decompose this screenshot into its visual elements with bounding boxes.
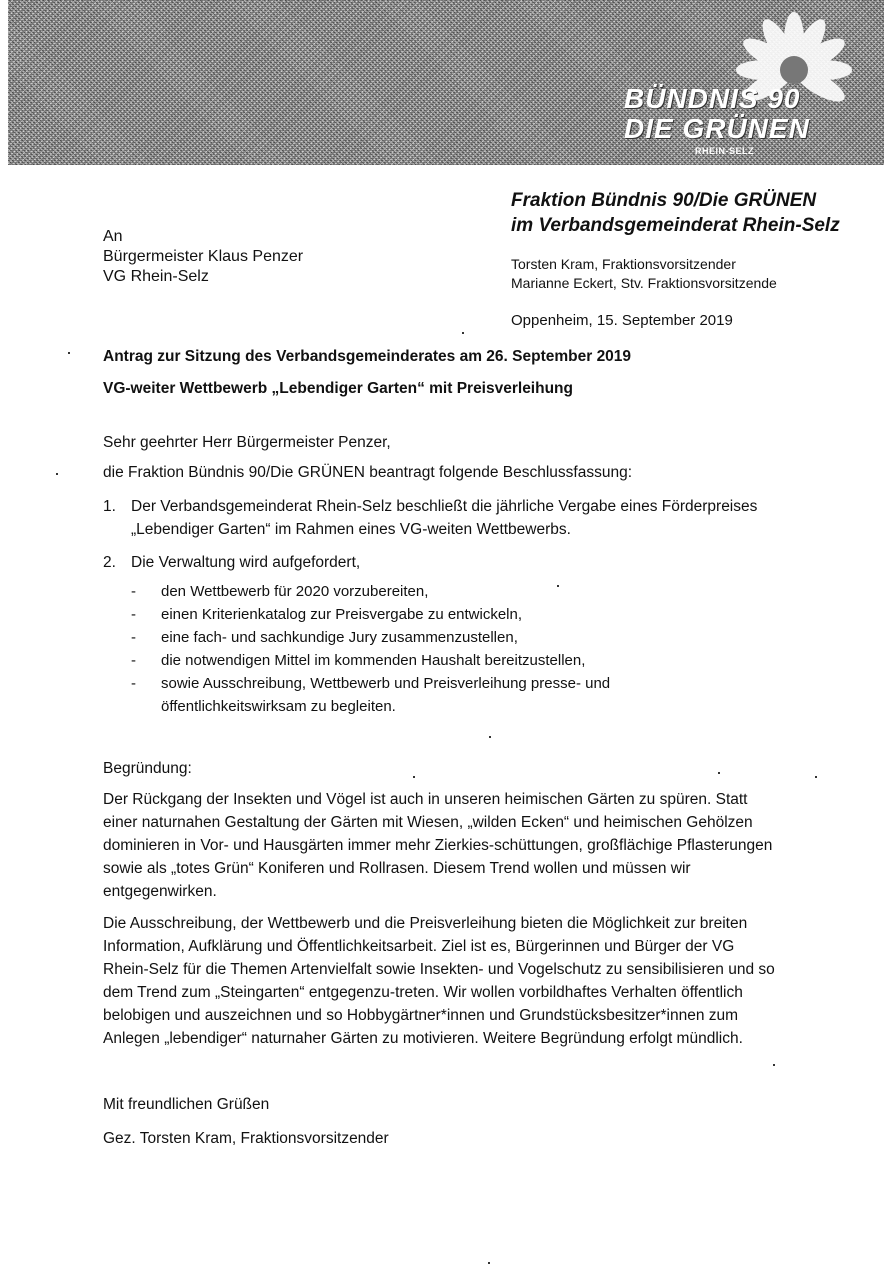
dash-bullet: - — [131, 629, 136, 646]
logo-line-1: BÜNDNIS 90 — [624, 83, 801, 114]
salutation: Sehr geehrter Herr Bürgermeister Penzer, — [103, 434, 391, 451]
task-item — [131, 603, 783, 626]
task-text: die notwendigen Mittel im kommenden Haushalt bereitzustellen, — [161, 652, 586, 669]
header-banner — [8, 0, 884, 165]
task-item — [131, 626, 783, 649]
letter-date: Oppenheim, 15. September 2019 — [511, 312, 733, 329]
member-line-1: Torsten Kram, Fraktionsvorsitzender — [511, 256, 736, 272]
scan-speck — [56, 473, 58, 475]
fraktion-members — [511, 255, 777, 293]
task-item — [131, 649, 783, 672]
item-text: Die Verwaltung wird aufgefordert, — [131, 554, 361, 571]
recipient-line-2: Bürgermeister Klaus Penzer — [103, 248, 304, 265]
intro-text: die Fraktion Bündnis 90/Die GRÜNEN beantragt folgende Beschlussfassung: — [103, 464, 633, 481]
item-number: 2. — [103, 554, 116, 571]
task-text: eine fach- und sachkundige Jury zusammenzustellen, — [161, 629, 518, 646]
scan-speck — [489, 736, 491, 738]
scan-speck — [815, 776, 817, 778]
scan-speck — [68, 352, 70, 354]
dash-bullet: - — [131, 606, 136, 623]
begruendung-paragraph-2: Die Ausschreibung, der Wettbewerb und die Preisverleihung bieten die Möglichkeit zur breiten Information, Aufklärung und Öffentlichkeitsarbeit. Ziel ist es, Bürgerinnen und Bürger der VG Rhein-Selz für die Themen Artenvielfalt sowie Insekten- und Vogelschutz zu sensibilisieren und so dem Trend zum „Steingarten“ entgegenzu-treten. Wir wollen vorbildhaftes Verhalten öffentlich belobigen und auszeichnen und so Hobbygärtner*innen und Grundstücksbesitzer*innen zum Anlegen „lebendiger“ naturnaher Gärten zu motivieren. Weitere Begründung erfolgt mündlich. — [103, 915, 775, 1047]
scan-speck — [557, 585, 559, 587]
item-number: 1. — [103, 498, 116, 515]
resolution-list — [103, 495, 783, 718]
closing-phrase: Mit freundlichen Grüßen — [103, 1096, 270, 1113]
fraktion-line-1: Fraktion Bündnis 90/Die GRÜNEN — [511, 190, 817, 211]
logo-subtitle: RHEIN-SELZ — [695, 146, 754, 156]
signature-line: Gez. Torsten Kram, Fraktionsvorsitzender — [103, 1130, 389, 1147]
dash-bullet: - — [131, 675, 136, 692]
dash-bullet: - — [131, 652, 136, 669]
scan-speck — [718, 772, 720, 774]
begruendung-paragraph-1: Der Rückgang der Insekten und Vögel ist auch in unseren heimischen Gärten zu spüren. Statt einer naturnahen Gestaltung der Gärten mit Wiesen, „wilden Ecken“ und heimischen Gehölzen dominieren in Vor- und Hausgärten immer mehr Zierkies-schüttungen, großflächige Pflasterungen sowie als „totes Grün“ Koniferen und Rollrasen. Diesem Trend wollen und müssen wir entgegenwirken. — [103, 791, 773, 900]
scan-speck — [462, 332, 464, 334]
fraktion-heading — [511, 188, 840, 238]
task-text: sowie Ausschreibung, Wettbewerb und Preisverleihung presse- und öffentlichkeitswirksam zu begleiten. — [161, 675, 611, 715]
subject-title: VG-weiter Wettbewerb „Lebendiger Garten“ mit Preisverleihung — [103, 380, 573, 397]
member-line-2: Marianne Eckert, Stv. Fraktionsvorsitzende — [511, 275, 777, 291]
task-list — [131, 580, 783, 718]
task-text: den Wettbewerb für 2020 vorzubereiten, — [161, 583, 429, 600]
task-item — [131, 672, 721, 718]
item-text: Der Verbandsgemeinderat Rhein-Selz beschließt die jährliche Vergabe eines Förderpreises „Lebendiger Garten“ im Rahmen eines VG-weiten Wettbewerbs. — [131, 498, 758, 538]
list-item — [103, 495, 783, 541]
task-item — [131, 580, 783, 603]
dash-bullet: - — [131, 583, 136, 600]
recipient-line-3: VG Rhein-Selz — [103, 268, 209, 285]
fraktion-line-2: im Verbandsgemeinderat Rhein-Selz — [511, 215, 840, 236]
logo-line-2: DIE GRÜNEN — [624, 113, 810, 144]
antrag-title: Antrag zur Sitzung des Verbandsgemeinderates am 26. September 2019 — [103, 348, 632, 365]
scan-speck — [488, 1262, 490, 1264]
scan-speck — [773, 1064, 775, 1066]
list-item — [103, 551, 783, 718]
party-logo-text — [624, 84, 814, 144]
begruendung-heading: Begründung: — [103, 760, 192, 777]
scan-speck — [413, 776, 415, 778]
recipient-address — [103, 227, 303, 287]
recipient-line-1: An — [103, 228, 123, 245]
task-text: einen Kriterienkatalog zur Preisvergabe zu entwickeln, — [161, 606, 523, 623]
